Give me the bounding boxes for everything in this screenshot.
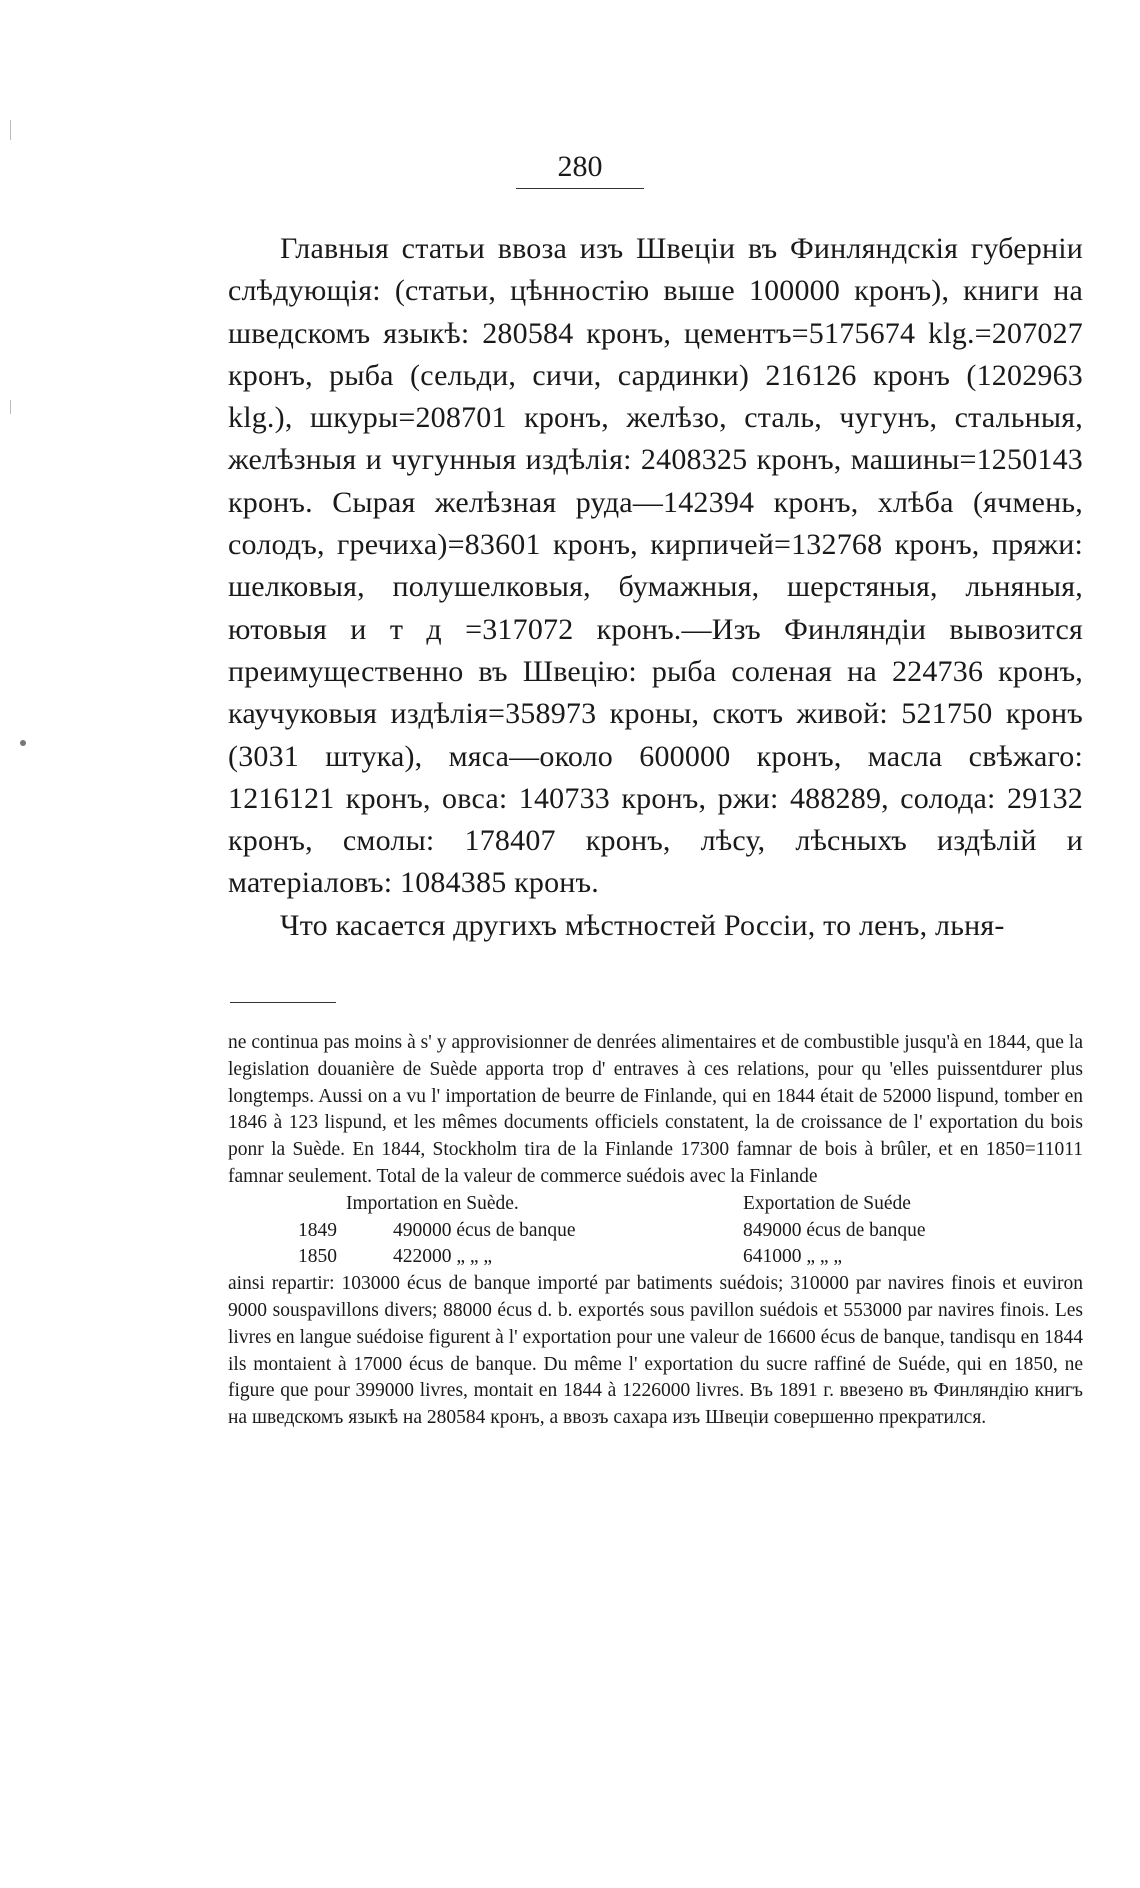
footnote <box>228 1030 1083 1432</box>
table-cell-import: 490000 écus de banque <box>393 1219 576 1241</box>
footnote-text: ne continua pas moins à s' y approvisionner de denrées alimentaires et de combustible jusqu'à en 1844, que la legislation douanière de Suède apporta trop d' entraves à ces relations, pour qu 'elles puissentdurer plus longtemps. Aussi on a vu l' importation de beurre de Finlande, qui en 1844 était de 52000 lispund, tomber en 1846 à 123 lispund, et les mêmes documents officiels constatent, la de croissance de l' exportation du bois ponr la Suède. En 1844, Stockholm tira de la Finlande 17300 famnar de bois à brûler, et en 1850=11011 famnar seulement. Total de la valeur de commerce suédois avec la Finlande <box>228 1032 1083 1187</box>
margin-line <box>10 400 11 414</box>
paragraph: Что касается другихъ мѣстностей Россіи, то ленъ, льня- <box>280 908 1005 942</box>
table-header-export: Exportation de Suéde <box>743 1192 911 1214</box>
table-cell-export: 641000 „ „ „ <box>743 1246 843 1268</box>
table-cell-export: 849000 écus de banque <box>743 1219 926 1241</box>
page-stain <box>20 740 26 746</box>
page-number: 280 <box>0 150 1140 189</box>
table-row <box>228 1218 1083 1245</box>
main-text <box>228 228 1083 947</box>
table-row <box>228 1244 1083 1271</box>
paragraph: Главныя статьи ввоза изъ Швеціи въ Финляндскія губерніи слѣдующія: (статьи, цѣнностію выше 100000 кронъ), книги на шведскомъ языкѣ: 280584 кронъ, цементъ=5175674 klg.=207027 кронъ, рыба (сельди, сичи, сардинки) 216126 кронъ (1202963 klg.), шкуры=208701 кронъ, желѣзо, сталь, чугунъ, стальныя, желѣзныя и чугунныя издѣлія: 2408325 кронъ, машины=1250143 кронъ. Сырая желѣзная руда—142394 кронъ, хлѣба (ячмень, солодъ, гречиха)=83601 кронъ, кирпичей=132768 кронъ, пряжи: шелковыя, полушелковыя, бумажныя, шерстяныя, льняныя, ютовыя и т д =317072 кронъ.—Изъ Финляндіи вывозится преимущественно въ Швецію: рыба соленая на 224736 кронъ, каучуковыя издѣлія=358973 кроны, скотъ живой: 521750 кронъ (3031 штука), мяса—около 600000 кронъ, масла свѣжаго: 1216121 кронъ, овса: 140733 кронъ, ржи: 488289, солода: 29132 кронъ, смолы: 178407 кронъ, лѣсу, лѣсныхъ издѣлій и матеріаловъ: 1084385 кронъ. <box>228 232 1083 900</box>
table-cell-import: 422000 „ „ „ <box>393 1246 493 1268</box>
footnote-text: ainsi repartir: 103000 écus de banque importé par batiments suédois; 310000 par navires finois et euviron 9000 souspavillons divers; 88000 écus d. b. exportés sous pavillon suédois et 553000 par navires finois. Les livres en langue suédoise figurent à l' exportation pour une valeur de 16600 écus de banque, tandisqu en 1844 ils montaient à 17000 écus de banque. Du même l' exportation du sucre raffiné de Suéde, qui en 1850, ne figure que pour 399000 livres, montait en 1844 à 1226000 livres. Въ 1891 г. ввезено въ Финляндію книгъ на шведскомъ языкѣ на 280584 кронъ, а ввозъ сахара изъ Швеціи совершенно прекратился. <box>228 1273 1083 1429</box>
trade-table <box>228 1191 1083 1271</box>
table-cell-year: 1849 <box>298 1219 337 1241</box>
page-number-rule <box>516 188 644 189</box>
table-header-import: Importation en Suède. <box>346 1192 519 1214</box>
table-cell-year: 1850 <box>298 1246 337 1268</box>
trade-table-header <box>228 1191 1083 1218</box>
footnote-separator <box>230 1002 336 1003</box>
margin-line <box>10 120 11 140</box>
